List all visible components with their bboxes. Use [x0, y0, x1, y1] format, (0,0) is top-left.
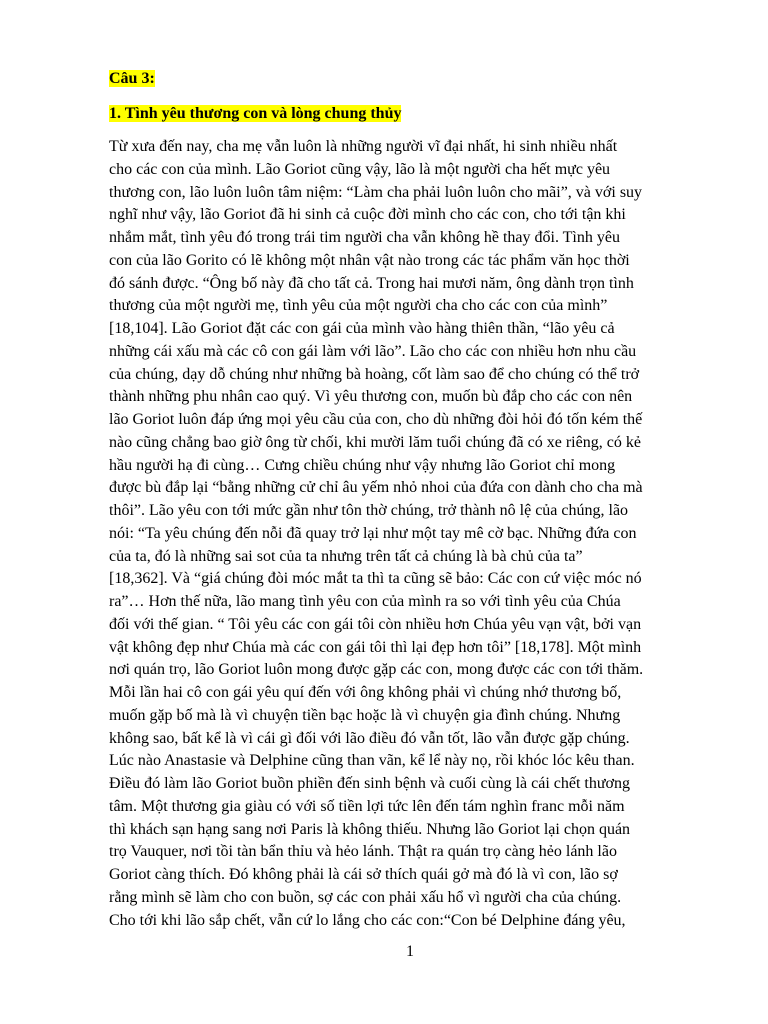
paragraph-line: thương của một người mẹ, tình yêu của một người cha cho các con của mình”: [109, 297, 608, 315]
paragraph-line: Cho tới khi lão sắp chết, vẫn cứ lo lắng cho các con:“Con bé Delphine đáng yêu,: [109, 911, 626, 929]
paragraph-line: [18,104]. Lão Goriot đặt các con gái của mình vào hàng thiên thần, “lão yêu cả: [109, 320, 615, 337]
paragraph-line: Mỗi lần hai cô con gái yêu quí đến với ông không phải vì chúng nhớ thương bố,: [109, 684, 622, 701]
section-title-text: 1. Tình yêu thương con và lòng chung thủy: [109, 105, 402, 122]
paragraph-line: muốn gặp bố mà là vì chuyện tiền bạc hoặc là vì chuyện gia đình chúng. Nhưng: [109, 706, 621, 724]
paragraph-line: của ta, đó là những sai sot của ta nhưng trên tất cả chúng là bà chủ của ta”: [109, 547, 583, 565]
paragraph-line: nơi quán trọ, lão Goriot luôn mong được gặp các con, mong được các con tới thăm.: [109, 661, 644, 679]
paragraph-line: của chúng, dạy dỗ chúng như những bà hoàng, cốt làm sao để cho chúng có thể trở: [109, 365, 640, 383]
page-number: 1: [406, 943, 414, 960]
paragraph-line: được bù đắp lại “bằng những cử chỉ âu yếm nhỏ nhoi của đứa con dành cho cha mà: [109, 479, 643, 497]
question-label-text: Câu 3:: [109, 70, 155, 87]
paragraph-line: đó sánh được. “Ông bố này đã cho tất cả. Trong hai mươi năm, ông dành trọn tình: [109, 274, 634, 292]
paragraph-line: Goriot càng thích. Đó không phải là cái sở thích quái gở mà đó là vì con, lão sợ: [109, 866, 618, 883]
paragraph-line: trọ Vauquer, nơi tồi tàn bẩn thỉu và hẻo lánh. Thật ra quán trọ càng hẻo lánh lão: [109, 843, 617, 861]
paragraph-line: thôi”. Lão yêu con tới mức gần như tôn thờ chúng, trở thành nô lệ của chúng, lão: [109, 502, 629, 519]
paragraph-line: hầu người hạ đi cùng… Cưng chiều chúng như vậy nhưng lão Goriot chỉ mong: [109, 456, 616, 474]
paragraph-line: nào cũng chẳng bao giờ ông từ chối, khi mười lăm tuổi chúng đã có xe riêng, có kẻ: [109, 433, 641, 451]
paragraph-line: [18,362]. Và “giá chúng đòi móc mắt ta thì ta cũng sẽ bảo: Các con cứ việc móc nó: [109, 570, 642, 588]
paragraph-line: đối với thế gian. “ Tôi yêu các con gái tôi còn nhiều hơn Chúa yêu vạn vật, bởi vạn: [109, 615, 642, 633]
paragraph-line: thì khách sạn hạng sang nơi Paris là không thiếu. Nhưng lão Goriot lại chọn quán: [109, 820, 631, 838]
body-paragraph: [109, 136, 719, 932]
paragraph-line: vật không đẹp như Chúa mà các con gái tôi thì lại đẹp hơn tôi” [18,178]. Một mình: [109, 638, 642, 656]
paragraph-line: nói: “Ta yêu chúng đến nỗi đã quay trở lại như một tay mê cờ bạc. Những đứa con: [109, 524, 637, 542]
paragraph-line: tâm. Một thương gia giàu có với số tiền lợi tức lên đến tám nghìn franc mỗi năm: [109, 797, 625, 815]
paragraph-line: cho các con của mình. Lão Goriot cũng vậy, lão là một người cha hết mực yêu: [109, 160, 611, 178]
paragraph-line: Điều đó làm lão Goriot buồn phiền đến sinh bệnh và cuối cùng là cái chết thương: [109, 775, 631, 792]
question-label: [109, 69, 155, 88]
paragraph-line: Lúc nào Anastasie và Delphine cũng than vãn, kể lể này nọ, rồi khóc lóc kêu than.: [109, 752, 635, 770]
section-title: [109, 104, 401, 123]
paragraph-line: ra”… Hơn thế nữa, lão mang tình yêu con của mình ra so với tình yêu của Chúa: [109, 593, 621, 610]
paragraph-line: những cái xấu mà các cô con gái làm với lão”. Lão cho các con nhiều hơn nhu cầu: [109, 342, 637, 360]
paragraph-line: thành những phu nhân cao quý. Vì yêu thương con, muốn bù đắp cho các con nên: [109, 388, 633, 406]
paragraph-line: Từ xưa đến nay, cha mẹ vẫn luôn là những người vĩ đại nhất, hi sinh nhiều nhất: [109, 138, 618, 155]
paragraph-line: thương con, lão luôn luôn tâm niệm: “Làm cha phải luôn luôn cho mãi”, và với suy: [109, 183, 643, 201]
paragraph-line: nghĩ như vậy, lão Goriot đã hi sinh cả cuộc đời mình cho các con, cho tới tận khi: [109, 206, 626, 224]
paragraph-line: lão Goriot luôn đáp ứng mọi yêu cầu của con, cho dù những đòi hỏi đó tốn kém thế: [109, 411, 643, 428]
paragraph-line: rằng mình sẽ làm cho con buồn, sợ các con phải xấu hổ vì người cha của chúng.: [109, 888, 622, 906]
paragraph-line: con của lão Gorito có lẽ không một nhân vật nào trong các tác phẩm văn học thời: [109, 251, 630, 269]
paragraph-line: nhắm mắt, tình yêu đó trong trái tim người cha vẫn không hề thay đổi. Tình yêu: [109, 229, 620, 246]
paragraph-line: không sao, bất kể là vì cái gì đối với lão điều đó vẫn tốt, lão vẫn được gặp chúng.: [109, 729, 630, 747]
